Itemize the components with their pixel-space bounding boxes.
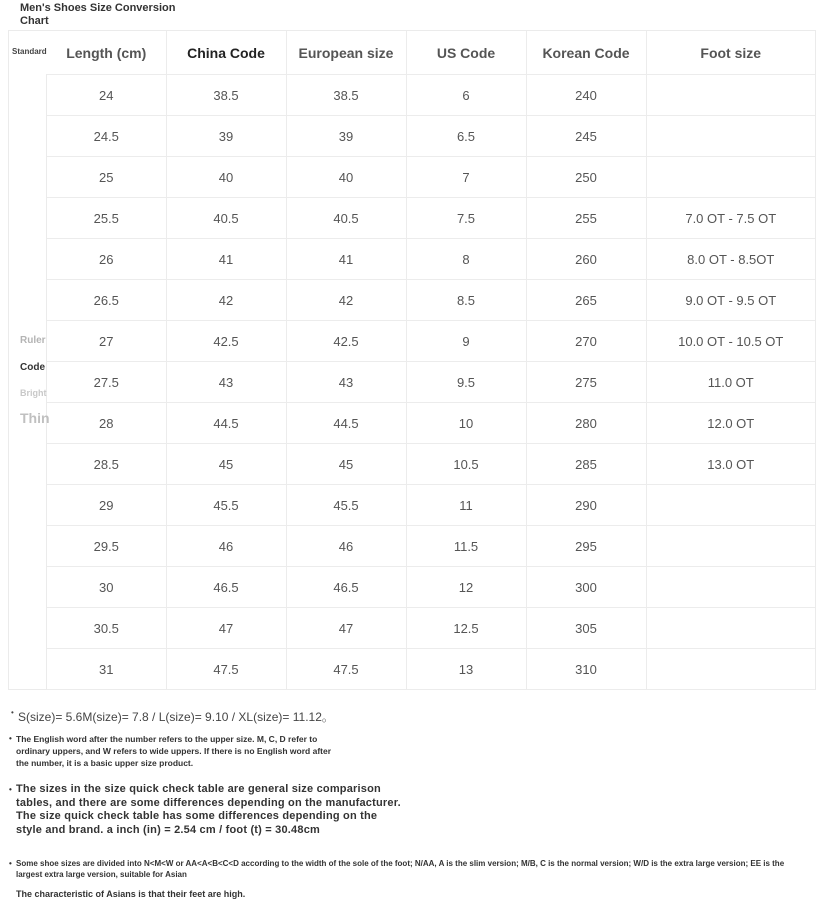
cell-length: 28 bbox=[47, 403, 166, 444]
note-sole-width-text: Some shoe sizes are divided into N<M<W or AA<A<B<C<D according to the width of the sole of the foot; N/AA, A is the slim version; M/B, C is the normal version; W/D is the extra large version; EE is the largest extra large version, suitable for Asian bbox=[16, 859, 785, 879]
cell-china-code: 45 bbox=[166, 444, 286, 485]
cell-european-size: 40.5 bbox=[286, 198, 406, 239]
cell-korean-code: 305 bbox=[526, 608, 646, 649]
cell-china-code: 43 bbox=[166, 362, 286, 403]
note-asian-feet bbox=[16, 889, 245, 899]
cell-china-code: 40.5 bbox=[166, 198, 286, 239]
cell-foot-size bbox=[646, 526, 815, 567]
cell-china-code: 46 bbox=[166, 526, 286, 567]
cell-length: 24.5 bbox=[47, 116, 166, 157]
cell-european-size: 41 bbox=[286, 239, 406, 280]
cell-length: 26 bbox=[47, 239, 166, 280]
cell-us-code: 8 bbox=[406, 239, 526, 280]
cell-foot-size bbox=[646, 649, 815, 690]
table-row bbox=[47, 403, 815, 444]
cell-us-code: 9 bbox=[406, 321, 526, 362]
table-row bbox=[47, 280, 815, 321]
bullet-icon: • bbox=[9, 734, 12, 743]
side-label-thin: Thin bbox=[20, 410, 50, 426]
cell-china-code: 42 bbox=[166, 280, 286, 321]
cell-foot-size: 8.0 OT - 8.5OT bbox=[646, 239, 815, 280]
cell-length: 27.5 bbox=[47, 362, 166, 403]
cell-us-code: 12.5 bbox=[406, 608, 526, 649]
cell-foot-size bbox=[646, 608, 815, 649]
table-row bbox=[47, 649, 815, 690]
table-row bbox=[47, 157, 815, 198]
table-row bbox=[47, 75, 815, 116]
header-us-code: US Code bbox=[406, 31, 526, 75]
header-length: Length (cm) bbox=[47, 31, 166, 75]
table-header-row bbox=[47, 31, 815, 75]
side-column bbox=[8, 74, 47, 690]
cell-korean-code: 270 bbox=[526, 321, 646, 362]
cell-european-size: 46.5 bbox=[286, 567, 406, 608]
cell-european-size: 45.5 bbox=[286, 485, 406, 526]
cell-china-code: 45.5 bbox=[166, 485, 286, 526]
note-general-tables bbox=[9, 783, 401, 837]
cell-china-code: 47 bbox=[166, 608, 286, 649]
cell-length: 25.5 bbox=[47, 198, 166, 239]
cell-length: 28.5 bbox=[47, 444, 166, 485]
side-label-bright: Bright bbox=[20, 388, 47, 398]
chart-title: Men's Shoes Size Conversion Chart bbox=[20, 2, 176, 27]
table-body bbox=[47, 75, 815, 690]
size-conversion-table bbox=[47, 31, 815, 690]
note-size-scale bbox=[11, 708, 334, 725]
cell-european-size: 47 bbox=[286, 608, 406, 649]
cell-korean-code: 265 bbox=[526, 280, 646, 321]
cell-us-code: 6.5 bbox=[406, 116, 526, 157]
cell-foot-size: 10.0 OT - 10.5 OT bbox=[646, 321, 815, 362]
cell-korean-code: 290 bbox=[526, 485, 646, 526]
cell-length: 30 bbox=[47, 567, 166, 608]
header-korean-code: Korean Code bbox=[526, 31, 646, 75]
cell-foot-size bbox=[646, 157, 815, 198]
cell-us-code: 13 bbox=[406, 649, 526, 690]
note-sole-width bbox=[9, 858, 806, 880]
cell-korean-code: 300 bbox=[526, 567, 646, 608]
note-upper-width bbox=[9, 733, 336, 769]
table-row bbox=[47, 608, 815, 649]
header-foot-size: Foot size bbox=[646, 31, 815, 75]
cell-foot-size bbox=[646, 116, 815, 157]
cell-length: 27 bbox=[47, 321, 166, 362]
cell-china-code: 47.5 bbox=[166, 649, 286, 690]
cell-china-code: 39 bbox=[166, 116, 286, 157]
cell-length: 24 bbox=[47, 75, 166, 116]
table-row bbox=[47, 198, 815, 239]
cell-foot-size bbox=[646, 75, 815, 116]
cell-us-code: 11 bbox=[406, 485, 526, 526]
bullet-icon: • bbox=[9, 859, 12, 868]
cell-korean-code: 295 bbox=[526, 526, 646, 567]
cell-european-size: 38.5 bbox=[286, 75, 406, 116]
cell-european-size: 45 bbox=[286, 444, 406, 485]
cell-foot-size: 11.0 OT bbox=[646, 362, 815, 403]
cell-korean-code: 310 bbox=[526, 649, 646, 690]
cell-european-size: 44.5 bbox=[286, 403, 406, 444]
cell-korean-code: 285 bbox=[526, 444, 646, 485]
cell-us-code: 10.5 bbox=[406, 444, 526, 485]
table-row bbox=[47, 567, 815, 608]
table-row bbox=[47, 526, 815, 567]
cell-length: 25 bbox=[47, 157, 166, 198]
cell-us-code: 10 bbox=[406, 403, 526, 444]
cell-us-code: 6 bbox=[406, 75, 526, 116]
cell-length: 31 bbox=[47, 649, 166, 690]
cell-european-size: 47.5 bbox=[286, 649, 406, 690]
cell-korean-code: 280 bbox=[526, 403, 646, 444]
cell-us-code: 7 bbox=[406, 157, 526, 198]
table-row bbox=[47, 362, 815, 403]
table-row bbox=[47, 116, 815, 157]
cell-korean-code: 245 bbox=[526, 116, 646, 157]
cell-china-code: 38.5 bbox=[166, 75, 286, 116]
table-row bbox=[47, 321, 815, 362]
cell-korean-code: 275 bbox=[526, 362, 646, 403]
cell-china-code: 46.5 bbox=[166, 567, 286, 608]
cell-length: 29.5 bbox=[47, 526, 166, 567]
cell-korean-code: 255 bbox=[526, 198, 646, 239]
cell-length: 30.5 bbox=[47, 608, 166, 649]
header-china-code: China Code bbox=[166, 31, 286, 75]
cell-china-code: 40 bbox=[166, 157, 286, 198]
cell-china-code: 42.5 bbox=[166, 321, 286, 362]
cell-foot-size bbox=[646, 485, 815, 526]
side-label-ruler: Ruler bbox=[20, 335, 46, 346]
table-row bbox=[47, 485, 815, 526]
cell-foot-size: 12.0 OT bbox=[646, 403, 815, 444]
cell-foot-size: 7.0 OT - 7.5 OT bbox=[646, 198, 815, 239]
cell-korean-code: 240 bbox=[526, 75, 646, 116]
header-european-size: European size bbox=[286, 31, 406, 75]
cell-china-code: 44.5 bbox=[166, 403, 286, 444]
standard-label: Standard bbox=[12, 47, 47, 56]
cell-us-code: 7.5 bbox=[406, 198, 526, 239]
cell-european-size: 43 bbox=[286, 362, 406, 403]
table-row bbox=[47, 444, 815, 485]
bullet-icon: • bbox=[9, 785, 13, 794]
cell-us-code: 11.5 bbox=[406, 526, 526, 567]
cell-korean-code: 250 bbox=[526, 157, 646, 198]
cell-length: 29 bbox=[47, 485, 166, 526]
cell-korean-code: 260 bbox=[526, 239, 646, 280]
note-general-tables-text: The sizes in the size quick check table are general size comparison tables, and there are some differences depending on the manufacturer. The size quick check table has some differences depending on the style and brand. a inch (in) = 2.54 cm / foot (t) = 30.48cm bbox=[16, 783, 401, 836]
cell-european-size: 39 bbox=[286, 116, 406, 157]
cell-foot-size: 13.0 OT bbox=[646, 444, 815, 485]
cell-european-size: 42 bbox=[286, 280, 406, 321]
cell-foot-size: 9.0 OT - 9.5 OT bbox=[646, 280, 815, 321]
note-upper-width-text: The English word after the number refers to the upper size. M, C, D refer to ordinary uppers, and W refers to wide uppers. If there is no English word after the number, it is a basic upper size product. bbox=[16, 734, 332, 768]
table-row bbox=[47, 239, 815, 280]
cell-european-size: 40 bbox=[286, 157, 406, 198]
cell-european-size: 46 bbox=[286, 526, 406, 567]
cell-china-code: 41 bbox=[166, 239, 286, 280]
cell-european-size: 42.5 bbox=[286, 321, 406, 362]
side-label-code: Code bbox=[20, 362, 45, 373]
cell-us-code: 8.5 bbox=[406, 280, 526, 321]
note-size-scale-text: S(size)= 5.6M(size)= 7.8 / L(size)= 9.10 / XL(size)= 11.12。 bbox=[18, 710, 334, 724]
cell-foot-size bbox=[646, 567, 815, 608]
cell-us-code: 9.5 bbox=[406, 362, 526, 403]
bullet-icon: • bbox=[11, 708, 14, 717]
note-asian-feet-text: The characteristic of Asians is that their feet are high. bbox=[16, 889, 246, 899]
cell-us-code: 12 bbox=[406, 567, 526, 608]
cell-length: 26.5 bbox=[47, 280, 166, 321]
